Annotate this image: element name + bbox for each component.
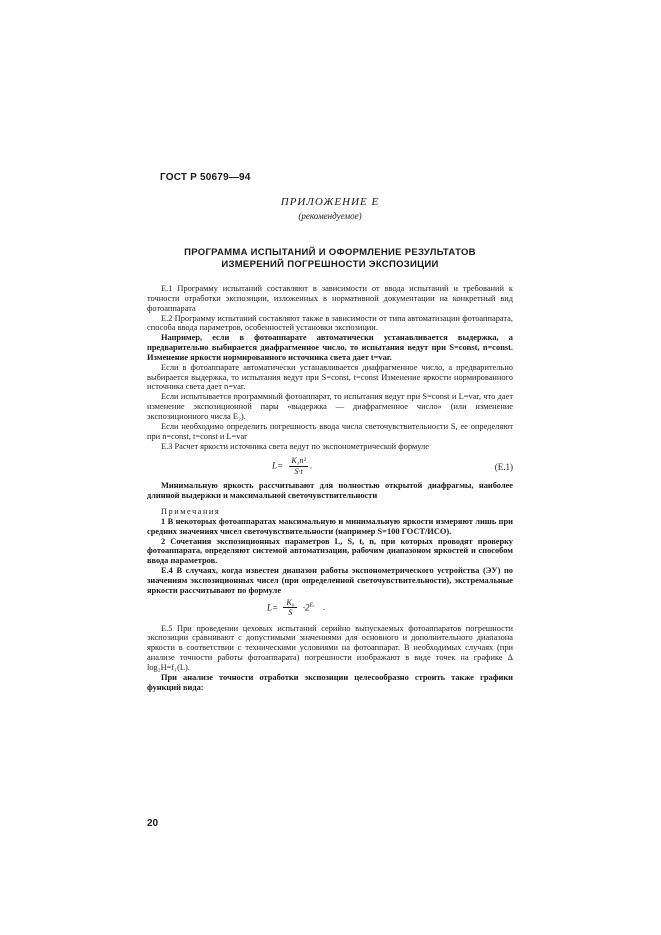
page-number: 20 (147, 818, 159, 829)
paragraph-e3: Е.3 Расчет яркости источника света ведут по экспонометрической формуле (161, 441, 429, 451)
paragraph-e2: Е.2 Программу испытаний составляют также в зависимости от типа автоматизации фотоаппарата, способа ввода параметров, особенностей установки экспозиции. (147, 313, 513, 333)
section-title-line1: ПРОГРАММА ИСПЫТАНИЙ И ОФОРМЛЕНИЕ РЕЗУЛЬТАТОВ (184, 247, 476, 258)
formula-e2-exponent: Eᵥ (309, 602, 315, 609)
formula-e1-expression (272, 456, 312, 477)
formula-e1 (147, 451, 513, 481)
formula-e2-end: . (323, 602, 326, 613)
annex-title: ПРИЛОЖЕНИЕ Е (280, 196, 380, 208)
formula-e2-denominator: S (288, 608, 293, 618)
note-1: 1 В некоторых фотоаппаратах максимальную и минимальную яркости измеряют лишь при средних значениях чисел светочувствительности (например S=100 ГОСТ/ИСО). (147, 516, 513, 536)
paragraph-graphs: При анализе точности отработки экспозиции целесообразно строить также графики функций вида: (147, 672, 513, 692)
note-2: 2 Сочетания экспозиционных параметров L, S, t, n, при которых проводят проверку фотоаппарата, определяют системой автоматизации, рабочим диапазоном яркостей и способом ввода параметров. (147, 536, 513, 566)
paragraph-min-brightness: Минимальную яркость рассчитывают для полностью открытой диафрагмы, наиболее длинной выдержки и максимальной светочувствительности (147, 481, 513, 501)
formula-e2-numerator: K₀ (283, 598, 297, 609)
formula-e2 (147, 596, 513, 624)
formula-e1-fraction (289, 456, 308, 477)
paragraph-aperture-auto: Если в фотоаппарате автоматически устанавливается диафрагменное число, а предварительно выбирается выдержка, то испытания ведут при S=const, t=const Изменение яркости нормированного источника света дает n=var. (147, 362, 513, 392)
paragraph-program-camera: Если испытывается программный фотоаппарат, то испытания ведут при S=const и L=var, что дает изменение экспозиционной пары «выдержка — диафрагменное число» (или изменение экспозиционного числа Е₂). (147, 392, 513, 421)
formula-e1-denominator: S·t (294, 467, 303, 477)
section-title-line2: ИЗМЕРЕНИЙ ПОГРЕШНОСТИ ЭКСПОЗИЦИИ (221, 259, 439, 270)
section-title (150, 247, 510, 271)
paragraph-example-exposure: Например, если в фотоаппарате автоматически устанавливается выдержка, а предварительно выбирается диафрагменное число, то испытания ведут при S=const, n=const. Изменение яркости нормированного источника света дает t=var. (147, 333, 513, 362)
annex-status: (рекомендуемое) (298, 211, 362, 221)
formula-e1-numerator: K₁n² (291, 456, 306, 466)
formula-e1-lhs: L= (272, 460, 284, 471)
paragraph-sensitivity-error: Если необходимо определить погрешность ввода числа светочувствительности S, ее определяют при n=const, t=const и L=var (147, 421, 513, 441)
formula-e2-lhs: L= (267, 602, 279, 613)
notes-heading: Примечания (161, 507, 221, 517)
paragraph-e5: Е.5 При проведении цеховых испытаний серийно выпускаемых фотоаппаратов погрешности экспозиции сравнивают с допустимыми значениями для основного и дополнительного диапазона яркости в соответствии с техническими условиями на фотоаппарат. В необходимых случаях (при анализе точности работы фотоаппарата) погрешности изображают в виде точек на графике Δ log₂H=f₁(L). (147, 623, 513, 672)
formula-e2-tail: ·2 (302, 602, 310, 613)
paragraph-e1: Е.1 Программу испытаний составляют в зависимости от ввода испытаний и требований к точности отработки экспозиции, изложенных в нормативной документации на конкретный вид фотоаппарата (147, 284, 513, 313)
doc-code-header: ГОСТ Р 50679—94 (160, 172, 251, 183)
formula-e1-tail: . (310, 460, 313, 471)
formula-e2-expression (267, 598, 325, 619)
paragraph-e4: Е.4 В случаях, когда известен диапазон работы экспонометрического устройства (ЭУ) по значениям экспозиционных чисел (при определенной светочувствительности), экстремальные яркости рассчитывают по формуле (147, 566, 513, 595)
body-text (147, 284, 513, 693)
formula-e1-label: (Е.1) (494, 462, 513, 473)
